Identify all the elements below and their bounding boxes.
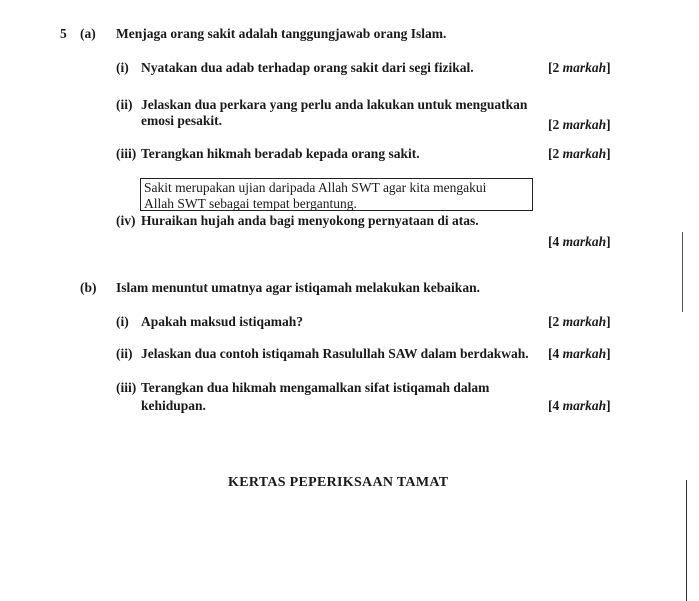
b-i-number: (i) xyxy=(116,314,129,329)
a-iii-text: Terangkan hikmah beradab kepada orang sakit. xyxy=(141,146,420,161)
a-ii-text-line1: Jelaskan dua perkara yang perlu anda lakukan untuk menguatkan xyxy=(141,97,528,112)
a-ii-marks: [2 markah] xyxy=(548,117,611,132)
b-iii-marks: [4 markah] xyxy=(548,398,611,413)
b-ii-number: (ii) xyxy=(116,346,133,361)
a-iv-text: Huraikan hujah anda bagi menyokong pernyataan di atas. xyxy=(141,213,479,228)
part-a-stem: Menjaga orang sakit adalah tanggungjawab orang Islam. xyxy=(116,26,447,41)
a-i-number: (i) xyxy=(116,60,129,75)
a-i-text: Nyatakan dua adab terhadap orang sakit dari segi fizikal. xyxy=(141,60,474,75)
b-ii-text: Jelaskan dua contoh istiqamah Rasulullah SAW dalam berdakwah. xyxy=(141,346,529,361)
part-b-stem: Islam menuntut umatnya agar istiqamah melakukan kebaikan. xyxy=(116,280,480,295)
b-iii-number: (iii) xyxy=(116,380,137,395)
b-iii-text-line2: kehidupan. xyxy=(141,398,206,413)
b-i-text: Apakah maksud istiqamah? xyxy=(141,314,304,329)
a-i-marks: [2 markah] xyxy=(548,60,611,75)
question-number: 5 xyxy=(60,26,67,41)
end-of-paper-text: KERTAS PEPERIKSAAN TAMAT xyxy=(228,475,449,490)
page-edge-line xyxy=(682,232,683,312)
part-b-label: (b) xyxy=(80,280,97,295)
page-edge-line xyxy=(686,480,687,601)
a-iv-number: (iv) xyxy=(116,213,136,228)
a-iii-marks: [2 markah] xyxy=(548,146,611,161)
part-a-label: (a) xyxy=(80,26,96,41)
b-ii-marks: [4 markah] xyxy=(548,346,611,361)
a-iii-number: (iii) xyxy=(116,146,137,161)
a-ii-number: (ii) xyxy=(116,97,133,112)
statement-line2: Allah SWT sebagai tempat bergantung. xyxy=(144,196,357,211)
a-iv-marks: [4 markah] xyxy=(548,234,611,249)
b-i-marks: [2 markah] xyxy=(548,314,611,329)
statement-line1: Sakit merupakan ujian daripada Allah SWT agar kita mengakui xyxy=(144,180,487,195)
b-iii-text-line1: Terangkan dua hikmah mengamalkan sifat istiqamah dalam xyxy=(141,380,490,395)
a-ii-text-line2: emosi pesakit. xyxy=(141,113,222,128)
